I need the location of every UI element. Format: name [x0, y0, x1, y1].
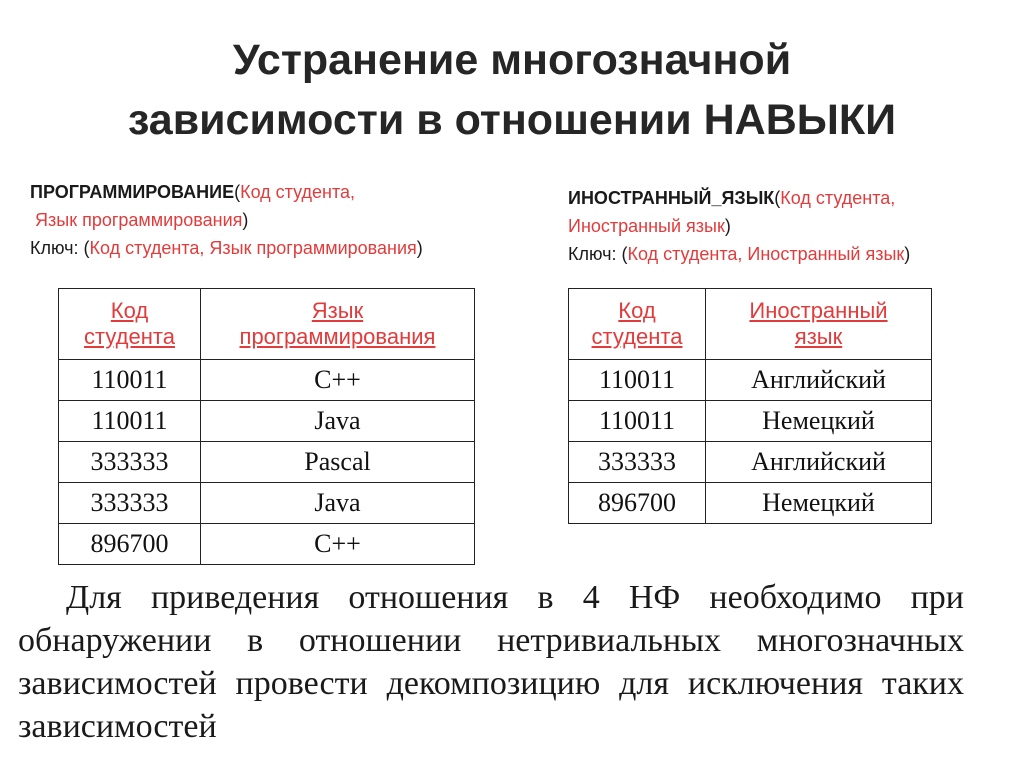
table-row — [569, 401, 932, 442]
cell-language: Немецкий — [706, 401, 932, 442]
key-close-paren: ) — [904, 244, 911, 264]
programming-table — [58, 288, 475, 565]
table-row — [569, 442, 932, 483]
schema-foreign-language — [568, 184, 910, 268]
schema-foreign-key — [568, 240, 910, 268]
schema-open-paren: ( — [774, 188, 781, 208]
table-row — [59, 524, 475, 565]
column-header-student-code — [59, 289, 201, 360]
header-line-1: Иностранный — [749, 298, 888, 323]
slide-title — [0, 30, 1024, 150]
cell-student-code: 896700 — [59, 524, 201, 565]
cell-student-code: 333333 — [569, 442, 706, 483]
key-close-paren: ) — [416, 238, 423, 258]
header-line-1: Код — [110, 298, 149, 323]
relation-name-programming: ПРОГРАММИРОВАНИЕ — [30, 182, 235, 202]
cell-language: С++ — [201, 360, 475, 401]
schema-attrs-line-2: Язык программирования — [35, 210, 243, 230]
cell-language: Java — [201, 483, 475, 524]
key-label: Ключ: ( — [568, 244, 628, 264]
cell-student-code: 110011 — [569, 360, 706, 401]
header-line-2: студента — [591, 324, 683, 349]
schema-programming-line-1 — [30, 178, 423, 206]
cell-student-code: 333333 — [59, 442, 201, 483]
key-value: Код студента, Язык программирования — [89, 238, 417, 258]
column-header-foreign-language — [706, 289, 932, 360]
schema-attrs-line-2: Иностранный язык — [568, 216, 725, 236]
schema-programming-line-2 — [30, 206, 423, 234]
schema-close-paren: ) — [242, 210, 249, 230]
table-row — [59, 442, 475, 483]
schema-programming-key — [30, 234, 423, 262]
cell-student-code: 110011 — [59, 401, 201, 442]
cell-language: Английский — [706, 360, 932, 401]
schema-attrs-line-1: Код студента, — [240, 182, 356, 202]
schema-foreign-line-1 — [568, 184, 910, 212]
cell-language: С++ — [201, 524, 475, 565]
slide-title-line-2: зависимости в отношении НАВЫКИ — [127, 96, 897, 144]
key-value: Код студента, Иностранный язык — [627, 244, 905, 264]
header-line-2: язык — [794, 324, 843, 349]
table-header-row — [59, 289, 475, 360]
header-line-2: студента — [84, 324, 175, 349]
cell-language: Английский — [706, 442, 932, 483]
table-row — [569, 483, 932, 524]
cell-language: Немецкий — [706, 483, 932, 524]
schema-open-paren: ( — [234, 182, 241, 202]
cell-student-code: 333333 — [59, 483, 201, 524]
table-header-row — [569, 289, 932, 360]
table-row — [59, 401, 475, 442]
table-row — [59, 360, 475, 401]
schema-attrs-line-1: Код студента, — [780, 188, 896, 208]
header-line-2: программирования — [239, 324, 436, 349]
column-header-student-code — [569, 289, 706, 360]
cell-student-code: 896700 — [569, 483, 706, 524]
cell-language: Java — [201, 401, 475, 442]
cell-student-code: 110011 — [569, 401, 706, 442]
foreign-language-table — [568, 288, 932, 524]
relation-name-foreign: ИНОСТРАННЫЙ_ЯЗЫК — [568, 188, 775, 208]
key-label: Ключ: ( — [30, 238, 90, 258]
schema-programming — [30, 178, 423, 262]
schema-close-paren: ) — [724, 216, 731, 236]
header-line-1: Код — [618, 298, 656, 323]
header-line-1: Язык — [311, 298, 364, 323]
column-header-programming-language — [201, 289, 475, 360]
schema-foreign-line-2 — [568, 212, 910, 240]
table-row — [59, 483, 475, 524]
table-row — [569, 360, 932, 401]
cell-student-code: 110011 — [59, 360, 201, 401]
body-paragraph: Для приведения отношения в 4 НФ необходимо при обнаружении в отношении нетривиальных многозначных зависимостей провести декомпозицию для исключения таких зависимостей — [18, 579, 964, 745]
slide-title-line-1: Устранение многозначной — [232, 36, 792, 84]
cell-language: Pascal — [201, 442, 475, 483]
